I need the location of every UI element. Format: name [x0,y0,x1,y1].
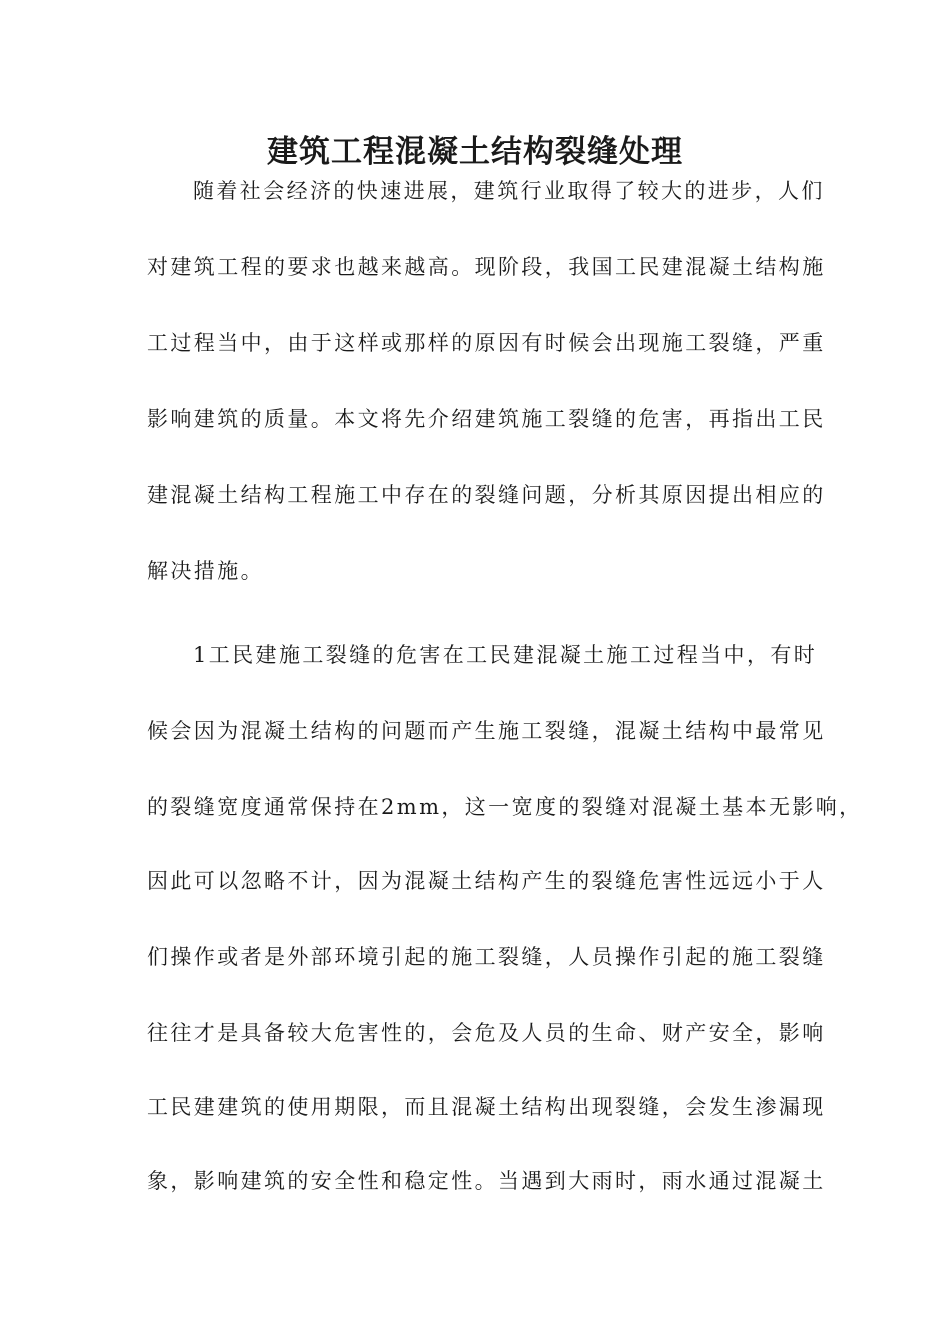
paragraph-line: 因此可以忽略不计，因为混凝土结构产生的裂缝危害性远远小于人 [147,869,826,893]
paragraph-line: 们操作或者是外部环境引起的施工裂缝，人员操作引起的施工裂缝 [147,945,826,969]
paragraph-line: 工民建建筑的使用期限，而且混凝土结构出现裂缝，会发生渗漏现 [147,1095,826,1119]
paragraph-line: 建混凝土结构工程施工中存在的裂缝问题，分析其原因提出相应的 [147,483,826,507]
paragraph-line: 1工民建施工裂缝的危害在工民建混凝土施工过程当中，有时 [193,643,818,667]
paragraph-line: 候会因为混凝土结构的问题而产生施工裂缝，混凝土结构中最常见 [147,719,826,743]
paragraph-line: 工过程当中，由于这样或那样的原因有时候会出现施工裂缝，严重 [147,331,826,355]
paragraph-line: 的裂缝宽度通常保持在2mm，这一宽度的裂缝对混凝土基本无影响， [147,795,863,819]
paragraph-line: 随着社会经济的快速进展，建筑行业取得了较大的进步，人们 [193,179,825,203]
paragraph-line: 象，影响建筑的安全性和稳定性。当遇到大雨时，雨水通过混凝土 [147,1169,826,1193]
document-title: 建筑工程混凝土结构裂缝处理 [267,134,683,170]
paragraph-line: 解决措施。 [147,559,264,583]
paragraph-line: 往往才是具备较大危害性的，会危及人员的生命、财产安全，影响 [147,1021,826,1045]
paragraph-line: 对建筑工程的要求也越来越高。现阶段，我国工民建混凝土结构施 [147,255,826,279]
paragraph-line: 影响建筑的质量。本文将先介绍建筑施工裂缝的危害，再指出工民 [147,407,826,431]
